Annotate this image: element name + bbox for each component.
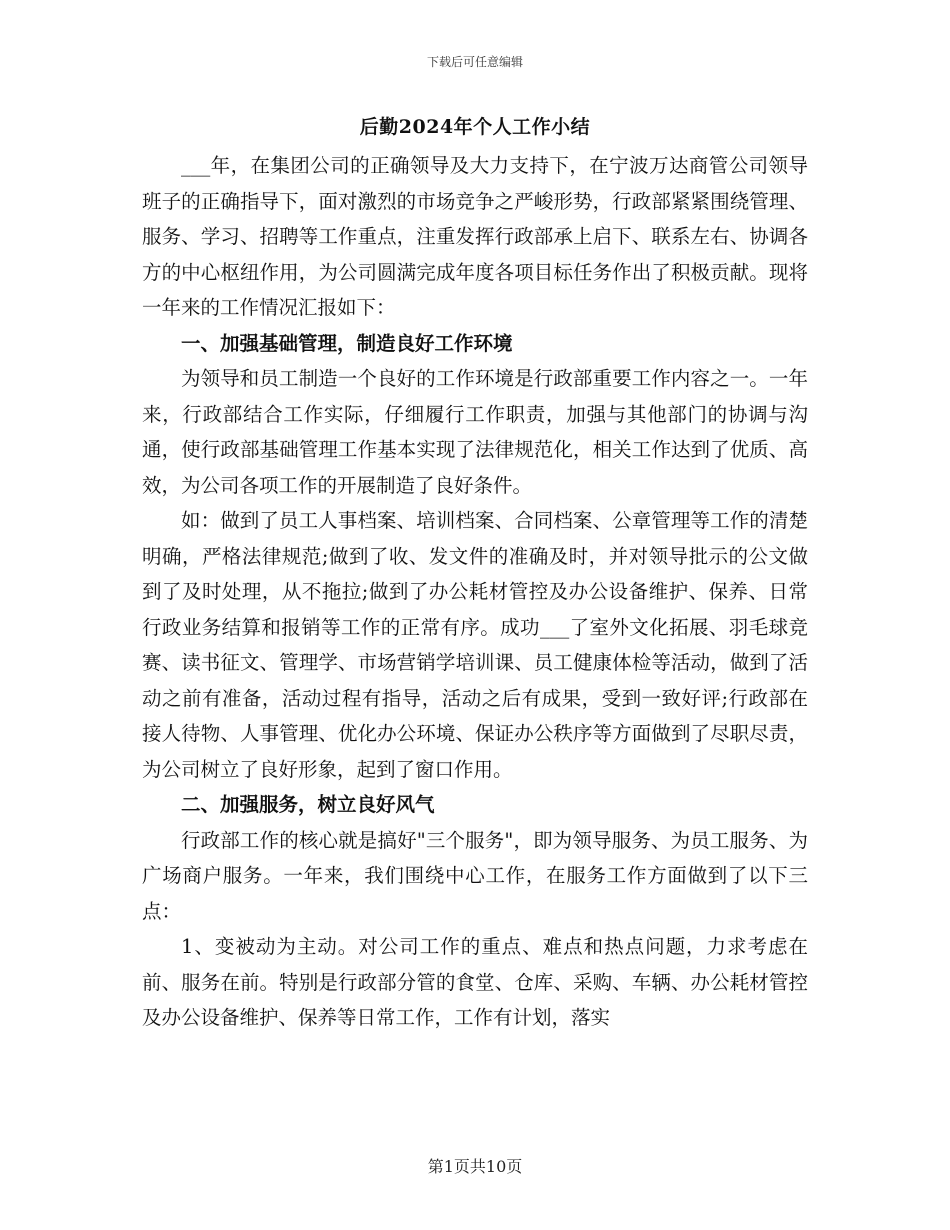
section-heading-1: 一、加强基础管理，制造良好工作环境: [181, 331, 513, 355]
paragraph-section2-item1: 1、变被动为主动。对公司工作的重点、难点和热点问题，力求考虑在前、服务在前。特别是行政部分管的食堂、仓库、采购、车辆、办公耗材管控及办公设备维护、保养等日常工作，工作有计划，落实: [142, 935, 808, 1029]
document-title: 后勤2024年个人工作小结: [359, 116, 591, 138]
page-header: 下载后可任意编辑: [426, 55, 523, 69]
paragraph-section2-a: 行政部工作的核心就是搞好"三个服务"，即为领导服务、为员工服务、为广场商户服务。一年来，我们围绕中心工作，在服务工作方面做到了以下三点：: [142, 828, 808, 923]
document-body: [142, 106, 808, 1036]
section-heading-2: 二、加强服务，树立良好风气: [181, 793, 435, 816]
paragraph-section1-a: 为领导和员工制造一个良好的工作环境是行政部重要工作内容之一。一年来，行政部结合工作实际，仔细履行工作职责，加强与其他部门的协调与沟通，使行政部基础管理工作基本实现了法律规范化，相关工作达到了优质、高效，为公司各项工作的开展制造了良好条件。: [142, 367, 808, 497]
paragraph-section1-b: 如：做到了员工人事档案、培训档案、合同档案、公章管理等工作的清楚明确，严格法律规范;做到了收、发文件的准确及时，并对领导批示的公文做到了及时处理，从不拖拉;做到了办公耗材管控及办公设备维护、保养、日常行政业务结算和报销等工作的正常有序。成功___了室外文化拓展、羽毛球竞赛、读书征文、管理学、市场营销学培训课、员工健康体检等活动，做到了活动之前有准备，活动过程有指导，活动之后有成果，受到一致好评;行政部在接人待物、人事管理、优化办公环境、保证办公秩序等方面做到了尽职尽责，为公司树立了良好形象，起到了窗口作用。: [142, 509, 808, 781]
page-footer: 第1页共10页: [427, 1157, 523, 1176]
paragraph-intro: ___年，在集团公司的正确领导及大力支持下，在宁波万达商管公司领导班子的正确指导下，面对激烈的市场竞争之严峻形势，行政部紧紧围绕管理、服务、学习、招聘等工作重点，注重发挥行政部承上启下、联系左右、协调各方的中心枢纽作用，为公司圆满完成年度各项目标任务作出了积极贡献。现将一年来的工作情况汇报如下：: [142, 154, 808, 319]
